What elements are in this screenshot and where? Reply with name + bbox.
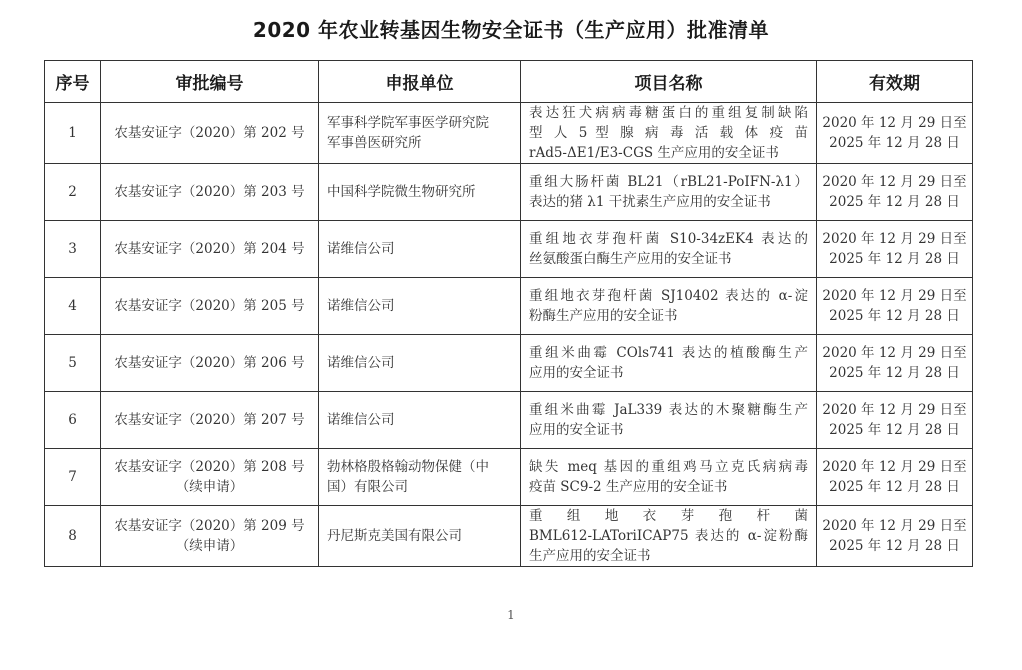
cell-seq: 8 xyxy=(45,506,101,567)
table-row xyxy=(45,392,973,449)
applicant-line: 勃林格殷格翰动物保健（中 xyxy=(327,459,489,475)
cell-applicant xyxy=(319,335,521,392)
applicant-line: 中国科学院微生物研究所 xyxy=(327,184,476,200)
cell-seq: 4 xyxy=(45,278,101,335)
project-line: 应用的安全证书 xyxy=(529,365,624,381)
cell-applicant xyxy=(319,392,521,449)
cell-applicant xyxy=(319,221,521,278)
validity-end: 2025 年 12 月 28 日 xyxy=(829,479,960,495)
cell-project-name xyxy=(521,221,817,278)
approval-number-line: 农基安证字（2020）第 209 号 xyxy=(114,518,305,534)
table-row xyxy=(45,278,973,335)
validity-start: 2020 年 12 月 29 日至 xyxy=(822,345,967,361)
cell-project-name xyxy=(521,506,817,567)
validity-start: 2020 年 12 月 29 日至 xyxy=(822,402,967,418)
header-applicant: 申报单位 xyxy=(319,61,521,103)
header-seq: 序号 xyxy=(45,61,101,103)
project-line: 缺失 meq 基因的重组鸡马立克氏病病毒 xyxy=(529,459,808,475)
approval-number-line: 农基安证字（2020）第 204 号 xyxy=(114,241,305,257)
document-title: 2020 年农业转基因生物安全证书（生产应用）批准清单 xyxy=(252,18,770,42)
cell-applicant xyxy=(319,506,521,567)
applicant-line: 诺维信公司 xyxy=(327,241,395,257)
validity-end: 2025 年 12 月 28 日 xyxy=(829,135,960,151)
cell-validity xyxy=(817,164,973,221)
applicant-line: 诺维信公司 xyxy=(327,298,395,314)
page-number: 1 xyxy=(507,608,515,622)
approval-number-line: 农基安证字（2020）第 208 号 xyxy=(114,459,305,475)
cell-project-name xyxy=(521,278,817,335)
project-line: 表达狂犬病病毒糖蛋白的重组复制缺陷 xyxy=(529,105,808,121)
cell-approval-number xyxy=(101,221,319,278)
validity-start: 2020 年 12 月 29 日至 xyxy=(822,231,967,247)
cell-seq: 7 xyxy=(45,449,101,506)
cell-seq: 1 xyxy=(45,103,101,164)
validity-start: 2020 年 12 月 29 日至 xyxy=(822,459,967,475)
project-line: 粉酶生产应用的安全证书 xyxy=(529,308,678,324)
cell-project-name xyxy=(521,392,817,449)
cell-approval-number xyxy=(101,335,319,392)
applicant-line: 军事兽医研究所 xyxy=(327,135,422,151)
approval-number-line: 农基安证字（2020）第 203 号 xyxy=(114,184,305,200)
cell-validity xyxy=(817,103,973,164)
cell-seq: 6 xyxy=(45,392,101,449)
table-header-row xyxy=(45,61,973,103)
cell-seq: 2 xyxy=(45,164,101,221)
validity-start: 2020 年 12 月 29 日至 xyxy=(822,115,967,131)
cell-approval-number xyxy=(101,449,319,506)
validity-end: 2025 年 12 月 28 日 xyxy=(829,194,960,210)
cell-project-name xyxy=(521,335,817,392)
approval-number-line: 农基安证字（2020）第 207 号 xyxy=(114,412,305,428)
project-line: 丝氨酸蛋白酶生产应用的安全证书 xyxy=(529,251,732,267)
cell-approval-number xyxy=(101,506,319,567)
validity-start: 2020 年 12 月 29 日至 xyxy=(822,518,967,534)
cell-applicant xyxy=(319,449,521,506)
table-row xyxy=(45,164,973,221)
cell-seq: 5 xyxy=(45,335,101,392)
renewal-note: （续申请） xyxy=(175,479,244,495)
validity-start: 2020 年 12 月 29 日至 xyxy=(822,288,967,304)
cell-approval-number xyxy=(101,278,319,335)
validity-end: 2025 年 12 月 28 日 xyxy=(829,365,960,381)
validity-end: 2025 年 12 月 28 日 xyxy=(829,422,960,438)
approval-table xyxy=(44,60,973,567)
cell-validity xyxy=(817,221,973,278)
validity-end: 2025 年 12 月 28 日 xyxy=(829,308,960,324)
validity-end: 2025 年 12 月 28 日 xyxy=(829,251,960,267)
project-line: 重组地衣芽孢杆菌 S10-34zEK4 表达的 xyxy=(529,231,808,247)
applicant-line: 国）有限公司 xyxy=(327,479,408,495)
cell-approval-number xyxy=(101,103,319,164)
header-project-name: 项目名称 xyxy=(521,61,817,103)
table-row xyxy=(45,103,973,164)
table-row xyxy=(45,335,973,392)
cell-validity xyxy=(817,449,973,506)
cell-applicant xyxy=(319,278,521,335)
cell-applicant xyxy=(319,103,521,164)
header-approval-number: 审批编号 xyxy=(101,61,319,103)
project-line: 疫苗 SC9-2 生产应用的安全证书 xyxy=(529,479,728,495)
validity-start: 2020 年 12 月 29 日至 xyxy=(822,174,967,190)
table-row xyxy=(45,449,973,506)
applicant-line: 丹尼斯克美国有限公司 xyxy=(327,528,462,544)
project-line: 应用的安全证书 xyxy=(529,422,624,438)
cell-validity xyxy=(817,392,973,449)
cell-validity xyxy=(817,506,973,567)
project-line: 表达的猪 λ1 干扰素生产应用的安全证书 xyxy=(529,194,771,210)
project-line: 重 组 地 衣 芽 孢 杆 菌 xyxy=(529,508,808,524)
approval-number-line: 农基安证字（2020）第 205 号 xyxy=(114,298,305,314)
cell-seq: 3 xyxy=(45,221,101,278)
project-line: BML612-LAToriICAP75 表达的 α-淀粉酶 xyxy=(529,528,808,544)
applicant-line: 诺维信公司 xyxy=(327,355,395,371)
cell-approval-number xyxy=(101,392,319,449)
cell-validity xyxy=(817,335,973,392)
validity-end: 2025 年 12 月 28 日 xyxy=(829,538,960,554)
table-row xyxy=(45,506,973,567)
cell-project-name xyxy=(521,103,817,164)
header-validity: 有效期 xyxy=(817,61,973,103)
project-line: 重组大肠杆菌 BL21（rBL21-PoIFN-λ1） xyxy=(529,174,808,190)
project-line: 重组地衣芽孢杆菌 SJ10402 表达的 α-淀 xyxy=(529,288,808,304)
approval-number-line: 农基安证字（2020）第 206 号 xyxy=(114,355,305,371)
applicant-line: 诺维信公司 xyxy=(327,412,395,428)
cell-project-name xyxy=(521,164,817,221)
cell-applicant xyxy=(319,164,521,221)
approval-number-line: 农基安证字（2020）第 202 号 xyxy=(114,125,305,141)
project-line: 型 人 5 型 腺 病 毒 活 载 体 疫 苗 xyxy=(529,125,808,141)
table-row xyxy=(45,221,973,278)
cell-approval-number xyxy=(101,164,319,221)
project-line: 生产应用的安全证书 xyxy=(529,548,651,564)
project-line: 重组米曲霉 JaL339 表达的木聚糖酶生产 xyxy=(529,402,808,418)
project-line: rAd5-ΔE1/E3-CGS 生产应用的安全证书 xyxy=(529,145,779,161)
renewal-note: （续申请） xyxy=(175,538,244,554)
cell-validity xyxy=(817,278,973,335)
applicant-line: 军事科学院军事医学研究院 xyxy=(327,115,489,131)
cell-project-name xyxy=(521,449,817,506)
project-line: 重组米曲霉 COls741 表达的植酸酶生产 xyxy=(529,345,808,361)
